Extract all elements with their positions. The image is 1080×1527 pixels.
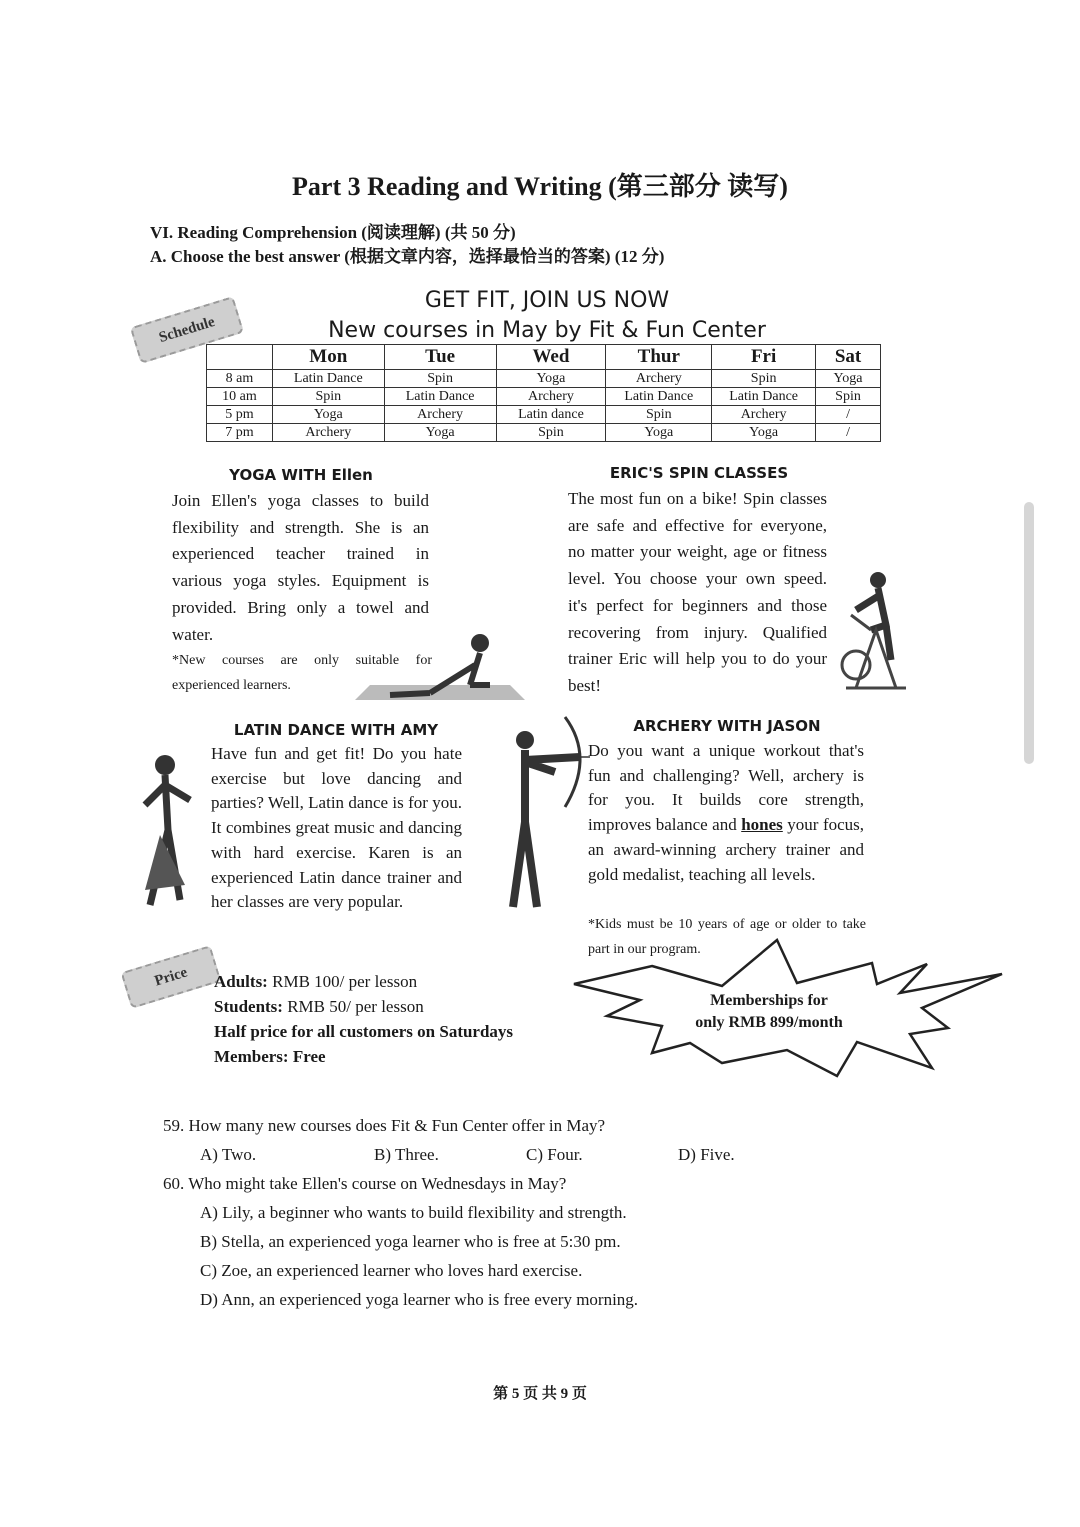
schedule-corner [207, 345, 273, 370]
archery-text-before: Do you want a unique workout that's fun and challenging? Well, archery is for you. It builds core strength, improves balance and [588, 741, 864, 835]
course-cell: Yoga [272, 406, 384, 424]
schedule-table [206, 344, 881, 442]
course-cell: Latin Dance [384, 388, 496, 406]
day-header: Fri [712, 345, 816, 370]
q59-option-a: A) Two. [200, 1145, 257, 1164]
spin-text: The most fun on a bike! Spin classes are safe and effective for everyone, no matter your weight, age or fitness level. You choose your own speed. it's perfect for beginners and those recovering from injury. Qualified trainer Eric will help you to do your best! [568, 489, 827, 695]
course-cell: Yoga [496, 370, 606, 388]
time-cell: 7 pm [207, 424, 273, 442]
q60-option-d: D) Ann, an experienced yoga learner who is free every morning. [200, 1290, 639, 1309]
price-adults [214, 969, 417, 994]
price-stamp: Price [120, 945, 221, 1009]
yoga-figure-icon [350, 615, 530, 705]
schedule-stamp: Schedule [130, 296, 244, 364]
day-header: Mon [272, 345, 384, 370]
course-cell: Archery [384, 406, 496, 424]
part-title: Part 3 Reading and Writing (第三部分 读写) [292, 172, 788, 201]
course-cell: Archery [606, 370, 712, 388]
table-row [207, 388, 881, 406]
table-row [207, 424, 881, 442]
course-cell: Spin [384, 370, 496, 388]
day-header: Thur [606, 345, 712, 370]
course-cell: Spin [816, 388, 881, 406]
spin-bike-icon [836, 570, 916, 695]
day-header: Wed [496, 345, 606, 370]
course-cell: Spin [712, 370, 816, 388]
archery-text [588, 739, 864, 887]
course-cell: Spin [606, 406, 712, 424]
q59-option-b: B) Three. [374, 1145, 439, 1164]
day-header: Tue [384, 345, 496, 370]
course-cell: Archery [496, 388, 606, 406]
subsection-title: A. Choose the best answer (根据文章内容，选择最恰当的答案) (12 分) [150, 247, 665, 266]
students-value: RMB 50/ per lesson [287, 997, 424, 1016]
price-students [214, 994, 424, 1019]
course-cell: Yoga [384, 424, 496, 442]
poster-subtitle: New courses in May by Fit & Fun Center [328, 318, 766, 343]
membership-text [684, 990, 854, 1034]
page-number: 第 5 页 共 9 页 [493, 1386, 587, 1402]
course-cell: Latin dance [496, 406, 606, 424]
question-59: 59. How many new courses does Fit & Fun Center offer in May? [163, 1116, 606, 1135]
q60-option-c: C) Zoe, an experienced learner who loves hard exercise. [200, 1261, 583, 1280]
time-cell: 5 pm [207, 406, 273, 424]
course-cell: Yoga [606, 424, 712, 442]
day-header: Sat [816, 345, 881, 370]
students-label: Students: [214, 997, 283, 1016]
time-cell: 8 am [207, 370, 273, 388]
membership-line2: only RMB 899/month [695, 1014, 843, 1031]
latin-heading: LATIN DANCE WITH AMY [233, 721, 439, 739]
archery-heading: ARCHERY WITH JASON [633, 717, 821, 735]
archery-text-after: your focus, an award-winning archery trainer and gold medalist, teaching all levels. [588, 815, 865, 884]
hones-word: hones [741, 815, 783, 835]
yoga-heading: YOGA WITH Ellen [229, 466, 373, 484]
schedule-header-row [207, 345, 881, 370]
section-title: VI. Reading Comprehension (阅读理解) (共 50 分) [150, 223, 516, 242]
course-cell: Latin Dance [606, 388, 712, 406]
yoga-note: *New courses are only suitable for experienced learners. [172, 653, 432, 693]
course-cell: / [816, 406, 881, 424]
spin-heading: ERIC'S SPIN CLASSES [609, 464, 789, 482]
price-members: Members: Free [214, 1047, 326, 1066]
question-60: 60. Who might take Ellen's course on Wednesdays in May? [163, 1174, 567, 1193]
scrollbar-thumb[interactable] [1024, 502, 1034, 764]
q59-option-c: C) Four. [526, 1145, 583, 1164]
q60-option-a: A) Lily, a beginner who wants to build flexibility and strength. [200, 1203, 627, 1222]
course-cell: Spin [496, 424, 606, 442]
adults-value: RMB 100/ per lesson [272, 972, 418, 991]
adults-label: Adults: [214, 972, 268, 991]
course-cell: Yoga [712, 424, 816, 442]
latin-text: Have fun and get fit! Do you hate exercise but love dancing and parties? Well, Latin dance is for you. It combines great music and dancing with hard exercise. Karen is an experienced Latin dance trainer and her classes are very popular. [211, 744, 462, 912]
yoga-text: Join Ellen's yoga classes to build flexibility and strength. She is an experienced teacher trained in various yoga styles. Equipment is provided. Bring only a towel and water. [172, 491, 429, 644]
poster-title: GET FIT, JOIN US NOW [424, 288, 670, 313]
course-cell: Archery [272, 424, 384, 442]
table-row [207, 406, 881, 424]
course-cell: / [816, 424, 881, 442]
course-cell: Latin Dance [712, 388, 816, 406]
archery-note: *Kids must be 10 years of age or older to take part in our program. [588, 917, 866, 957]
course-cell: Archery [712, 406, 816, 424]
time-cell: 10 am [207, 388, 273, 406]
archer-icon [495, 712, 590, 912]
q60-option-b: B) Stella, an experienced yoga learner who is free at 5:30 pm. [200, 1232, 621, 1251]
table-row [207, 370, 881, 388]
course-cell: Spin [272, 388, 384, 406]
membership-line1: Memberships for [710, 992, 828, 1009]
course-cell: Latin Dance [272, 370, 384, 388]
course-cell: Yoga [816, 370, 881, 388]
price-half: Half price for all customers on Saturdays [214, 1022, 514, 1041]
q59-option-d: D) Five. [678, 1145, 735, 1164]
latin-dancer-icon [140, 750, 200, 910]
